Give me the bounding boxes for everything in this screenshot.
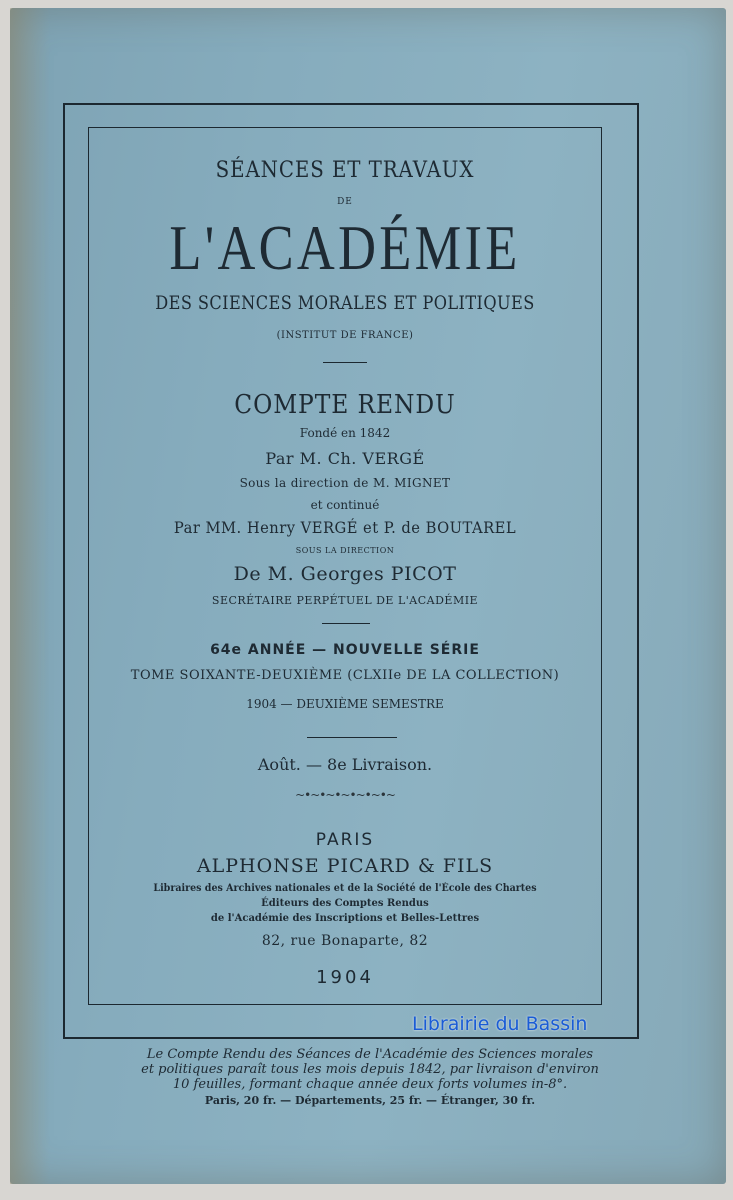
divider	[323, 362, 367, 363]
ornament-divider: ~•~•~•~•~•~•~	[295, 788, 395, 802]
year-series-line: 64e ANNÉE — NOUVELLE SÉRIE	[210, 642, 480, 658]
publisher-editors: Éditeurs des Comptes Rendus	[261, 898, 429, 909]
sciences-subtitle: DES SCIENCES MORALES ET POLITIQUES	[155, 292, 535, 314]
publisher-address: 82, rue Bonaparte, 82	[261, 933, 429, 949]
footer-note-line: 10 feuilles, formant chaque année deux forts volumes in-8°.	[172, 1077, 568, 1092]
divider	[322, 623, 370, 624]
seances-heading: SÉANCES ET TRAVAUX	[215, 158, 475, 183]
divider	[307, 737, 397, 738]
founded-line: Fondé en 1842	[299, 426, 391, 440]
subscription-prices: Paris, 20 fr. — Départements, 25 fr. — Étranger, 30 fr.	[204, 1094, 536, 1107]
city-label: PARIS	[315, 830, 375, 850]
issue-line: Août. — 8e Livraison.	[257, 755, 433, 774]
editors-line: Par MM. Henry VERGÉ et P. de BOUTAREL	[173, 518, 517, 537]
compte-rendu-heading: COMPTE RENDU	[234, 390, 456, 420]
seller-watermark: Librairie du Bassin	[412, 1013, 588, 1035]
director-name: De M. Georges PICOT	[233, 563, 457, 585]
publisher-academy: de l'Académie des Inscriptions et Belles-Lettres	[210, 913, 480, 924]
publisher-credentials: Libraires des Archives nationales et de la Société de l'École des Chartes	[153, 883, 537, 894]
tome-line: TOME SOIXANTE-DEUXIÈME (CLXIIe DE LA COLLECTION)	[130, 668, 560, 683]
footer-note-line: et politiques paraît tous les mois depuis 1842, par livraison d'environ	[141, 1062, 599, 1077]
spine-shadow	[10, 8, 50, 1184]
academie-title: L'ACADÉMIE	[169, 212, 521, 283]
founder-line: Par M. Ch. VERGÉ	[265, 449, 425, 468]
continued-line: et continué	[310, 498, 380, 512]
direction-label: SOUS LA DIRECTION	[295, 546, 395, 555]
footer-note-line: Le Compte Rendu des Séances de l'Académie des Sciences morales	[146, 1047, 594, 1062]
semester-line: 1904 — DEUXIÈME SEMESTRE	[246, 697, 444, 711]
secretary-title: SECRÉTAIRE PERPÉTUEL DE L'ACADÉMIE	[211, 594, 479, 607]
institut-label: (INSTITUT DE FRANCE)	[276, 330, 414, 341]
direction-mignet-line: Sous la direction de M. MIGNET	[239, 476, 451, 490]
de-label: DE	[337, 197, 353, 207]
publisher-name: ALPHONSE PICARD & FILS	[196, 855, 494, 877]
publication-year: 1904	[316, 967, 374, 988]
